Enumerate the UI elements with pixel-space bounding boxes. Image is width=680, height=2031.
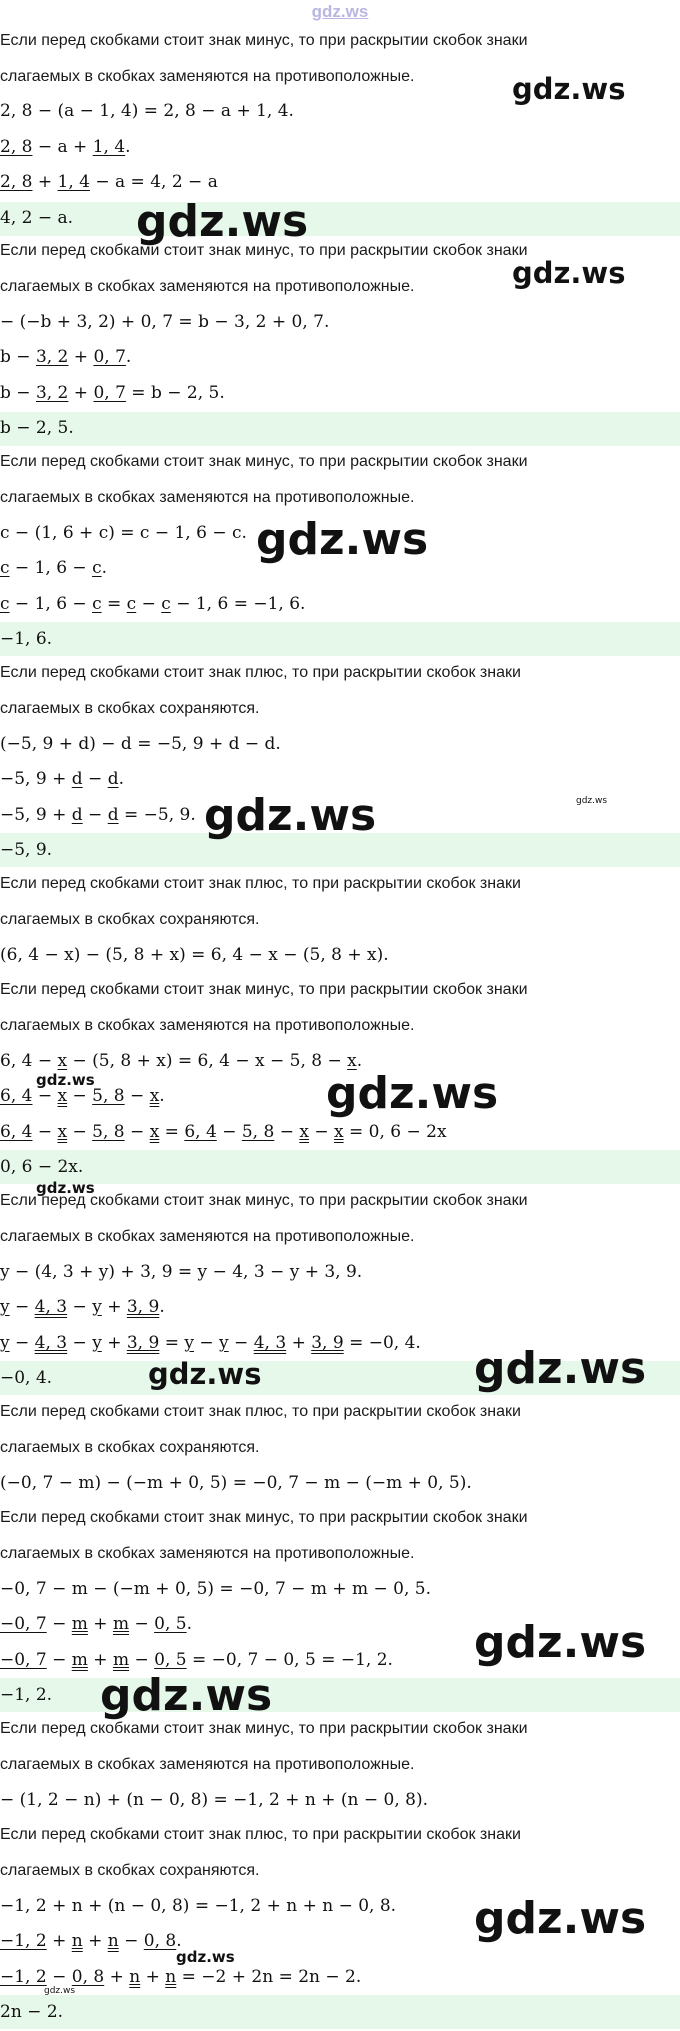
watermark: gdz.ws — [474, 1893, 647, 1944]
math-line — [0, 594, 680, 614]
math-text: + — [68, 383, 94, 403]
underlined-term: −0, 7 — [0, 1614, 47, 1634]
watermark: gdz.ws — [576, 796, 608, 806]
underlined-term: m — [112, 1614, 130, 1634]
math-text: y − (4, 3 + y) + 3, 9 = y − 4, 3 − y + 3, 9. — [0, 1262, 363, 1282]
math-text: . — [186, 1614, 192, 1634]
math-text: − — [67, 1086, 93, 1106]
answer-line — [0, 208, 680, 228]
math-text: − — [67, 1297, 93, 1317]
math-text: . — [125, 347, 132, 367]
underlined-term: 3, 9 — [126, 1297, 160, 1317]
rule-text: слагаемых в скобках заменяются на противоположные. — [0, 1017, 415, 1034]
watermark: gdz.ws — [176, 1948, 235, 1966]
rule-text: Если перед скобками стоит знак минус, то при раскрытии скобок знаки — [0, 1720, 528, 1737]
math-text: − — [136, 594, 162, 614]
math-text: −5, 9 + — [0, 805, 72, 825]
math-text: 2n − 2. — [0, 2002, 64, 2022]
rule-text: Если перед скобками стоит знак минус, то при раскрытии скобок знаки — [0, 453, 528, 470]
underlined-term: 0, 5 — [154, 1614, 187, 1634]
math-text: + — [32, 172, 58, 192]
rule-text: Если перед скобками стоит знак минус, то при раскрытии скобок знаки — [0, 32, 528, 49]
underlined-term: 2, 8 — [0, 172, 33, 192]
rule-text: Если перед скобками стоит знак минус, то при раскрытии скобок знаки — [0, 981, 528, 998]
underlined-term: 1, 4 — [57, 172, 90, 192]
rule-text: слагаемых в скобках заменяются на противоположные. — [0, 278, 415, 295]
underlined-term: 3, 9 — [126, 1333, 160, 1353]
math-text: + — [87, 1650, 113, 1670]
math-line — [0, 1473, 680, 1493]
underlined-term: y — [92, 1333, 102, 1353]
math-text: . — [356, 1051, 363, 1071]
math-text: − — [129, 1650, 155, 1670]
math-text: 4, 2 − a. — [0, 208, 74, 228]
math-text: (6, 4 − x) − (5, 8 + x) = 6, 4 − x − (5, 8 + x). — [0, 945, 389, 965]
math-text: = — [159, 1122, 185, 1142]
math-text: − — [46, 1967, 72, 1987]
underlined-term: 0, 8 — [143, 1931, 177, 1951]
math-text: − — [32, 1086, 58, 1106]
underlined-term: 4, 3 — [253, 1333, 287, 1353]
math-text: + — [140, 1967, 166, 1987]
underlined-term: n — [71, 1931, 83, 1951]
watermark: gdz.ws — [148, 1357, 262, 1391]
rule-text: Если перед скобками стоит знак минус, то при раскрытии скобок знаки — [0, 242, 528, 259]
rule-text: Если перед скобками стоит знак плюс, то при раскрытии скобок знаки — [0, 1403, 521, 1420]
watermark: gdz.ws — [100, 1670, 273, 1721]
rule-text: слагаемых в скобках заменяются на противоположные. — [0, 489, 415, 506]
math-text: = −0, 4. — [343, 1333, 421, 1353]
watermark: gdz.ws — [512, 256, 626, 290]
math-text: . — [176, 1931, 182, 1951]
math-line — [0, 1122, 680, 1142]
math-text: + — [82, 1931, 108, 1951]
math-line — [0, 945, 680, 965]
watermark: gdz.ws — [512, 72, 626, 106]
math-line — [0, 734, 680, 754]
math-text: = b − 2, 5. — [125, 383, 225, 403]
rule-text: слагаемых в скобках сохраняются. — [0, 700, 260, 717]
watermark: gdz.ws — [204, 790, 377, 841]
math-text: − — [82, 769, 108, 789]
math-text: b − 2, 5. — [0, 418, 74, 438]
underlined-term: −1, 2 — [0, 1931, 47, 1951]
math-text: − 1, 6 − — [9, 558, 93, 578]
math-text: + — [101, 1297, 127, 1317]
math-text: c − (1, 6 + c) = c − 1, 6 − c. — [0, 523, 247, 543]
math-text: + — [101, 1333, 127, 1353]
watermark: gdz.ws — [256, 514, 429, 565]
math-text: −0, 7 − m − (−m + 0, 5) = −0, 7 − m + m − 0, 5. — [0, 1579, 432, 1599]
underlined-term: n — [129, 1967, 141, 1987]
math-text: − a + — [32, 137, 93, 157]
math-line — [0, 1790, 680, 1810]
underlined-term: x — [57, 1086, 68, 1106]
underlined-term: −1, 2 — [0, 1967, 47, 1987]
underlined-term: y — [0, 1297, 10, 1317]
rule-text: слагаемых в скобках заменяются на противоположные. — [0, 1756, 415, 1773]
math-text: − — [46, 1614, 72, 1634]
math-text: 0, 6 − 2x. — [0, 1157, 84, 1177]
math-line — [0, 347, 680, 367]
math-line — [0, 769, 680, 789]
math-text: − — [67, 1122, 93, 1142]
underlined-term: c — [0, 558, 10, 578]
underlined-term: m — [71, 1614, 88, 1634]
math-text: = 0, 6 − 2x — [343, 1122, 447, 1142]
underlined-term: −0, 7 — [0, 1650, 47, 1670]
underlined-term: 6, 4 — [0, 1086, 33, 1106]
rule-text: слагаемых в скобках сохраняются. — [0, 1862, 260, 1879]
math-line — [0, 1579, 680, 1599]
math-text: − 1, 6 − — [9, 594, 93, 614]
math-text: −5, 9 + — [0, 769, 72, 789]
math-text: −1, 6. — [0, 629, 53, 649]
math-line — [0, 1967, 680, 1987]
math-text: − (1, 2 − n) + (n − 0, 8) = −1, 2 + n + (n − 0, 8). — [0, 1790, 429, 1810]
rule-text: слагаемых в скобках заменяются на противоположные. — [0, 1545, 415, 1562]
underlined-term: x — [347, 1051, 357, 1071]
math-text: . — [159, 1086, 165, 1106]
math-line — [0, 312, 680, 332]
underlined-term: x — [57, 1122, 68, 1142]
watermark: gdz.ws — [474, 1617, 647, 1668]
underlined-term: 0, 7 — [93, 347, 126, 367]
underlined-term: x — [149, 1122, 160, 1142]
underlined-term: 5, 8 — [92, 1086, 125, 1106]
math-text: − — [118, 1931, 144, 1951]
math-line — [0, 172, 680, 192]
underlined-term: 4, 3 — [34, 1297, 68, 1317]
math-text: − — [82, 805, 108, 825]
underlined-term: x — [149, 1086, 160, 1106]
math-text: b − — [0, 383, 36, 403]
underlined-term: d — [107, 805, 119, 825]
underlined-term: 0, 8 — [71, 1967, 105, 1987]
underlined-term: 4, 3 — [34, 1333, 68, 1353]
math-text: −1, 2 + n + (n − 0, 8) = −1, 2 + n + n − 0, 8. — [0, 1896, 397, 1916]
math-text: − — [9, 1297, 35, 1317]
underlined-term: 5, 8 — [92, 1122, 125, 1142]
underlined-term: 5, 8 — [241, 1122, 275, 1142]
underlined-term: m — [112, 1650, 130, 1670]
math-line — [0, 137, 680, 157]
watermark: gdz.ws — [44, 1986, 76, 1996]
underlined-term: n — [165, 1967, 177, 1987]
math-text: + — [286, 1333, 312, 1353]
watermark: gdz.ws — [136, 196, 309, 247]
math-text: + — [68, 347, 94, 367]
math-line — [0, 383, 680, 403]
underlined-term: y — [184, 1333, 194, 1353]
rule-text: Если перед скобками стоит знак минус, то при раскрытии скобок знаки — [0, 1509, 528, 1526]
math-text: − — [124, 1086, 150, 1106]
math-text: − — [9, 1333, 35, 1353]
underlined-term: c — [161, 594, 171, 614]
math-text: − — [32, 1122, 58, 1142]
math-text: −1, 2. — [0, 1685, 53, 1705]
answer-line — [0, 840, 680, 860]
math-text: (−0, 7 − m) − (−m + 0, 5) = −0, 7 − m − (−m + 0, 5). — [0, 1473, 472, 1493]
math-line — [0, 1262, 680, 1282]
math-text: + — [87, 1614, 113, 1634]
top-watermark: gdz.ws — [311, 2, 369, 21]
math-text: − (−b + 3, 2) + 0, 7 = b − 3, 2 + 0, 7. — [0, 312, 330, 332]
math-text: − 1, 6 = −1, 6. — [170, 594, 306, 614]
math-text: − — [46, 1650, 72, 1670]
watermark: gdz.ws — [326, 1068, 499, 1119]
answer-line — [0, 629, 680, 649]
rule-text: слагаемых в скобках заменяются на противоположные. — [0, 68, 415, 85]
underlined-term: y — [0, 1333, 10, 1353]
rule-text: Если перед скобками стоит знак плюс, то при раскрытии скобок знаки — [0, 875, 521, 892]
math-text: = — [159, 1333, 185, 1353]
math-text: . — [159, 1297, 165, 1317]
underlined-term: 6, 4 — [0, 1122, 33, 1142]
math-line — [0, 1297, 680, 1317]
math-text: b − — [0, 347, 36, 367]
rule-text: Если перед скобками стоит знак минус, то при раскрытии скобок знаки — [0, 1192, 528, 1209]
underlined-term: d — [107, 769, 119, 789]
underlined-term: d — [71, 769, 83, 789]
math-text: − — [216, 1122, 242, 1142]
math-text: = −0, 7 − 0, 5 = −1, 2. — [186, 1650, 393, 1670]
underlined-term: 2, 8 — [0, 137, 33, 157]
underlined-term: c — [126, 594, 137, 614]
math-text: − — [228, 1333, 254, 1353]
rule-text: слагаемых в скобках сохраняются. — [0, 911, 260, 928]
math-text: − — [308, 1122, 335, 1142]
underlined-term: y — [219, 1333, 229, 1353]
math-text: − — [124, 1122, 150, 1142]
underlined-term: m — [71, 1650, 88, 1670]
answer-line — [0, 1157, 680, 1177]
math-text: −5, 9. — [0, 840, 53, 860]
math-text: (−5, 9 + d) − d = −5, 9 + d − d. — [0, 734, 281, 754]
math-text: + — [104, 1967, 130, 1987]
math-text: − — [193, 1333, 220, 1353]
rule-text: слагаемых в скобках сохраняются. — [0, 1439, 260, 1456]
underlined-term: x — [57, 1051, 68, 1071]
math-text: − — [274, 1122, 300, 1142]
watermark: gdz.ws — [36, 1179, 95, 1197]
math-text: − (5, 8 + x) = 6, 4 − x − 5, 8 − — [67, 1051, 348, 1071]
math-text: + — [46, 1931, 72, 1951]
math-text: = — [101, 594, 127, 614]
math-text: = −5, 9. — [118, 805, 196, 825]
math-text: . — [101, 558, 108, 578]
math-text: . — [125, 137, 131, 157]
watermark: gdz.ws — [36, 1071, 95, 1089]
underlined-term: x — [299, 1122, 309, 1142]
rule-text: слагаемых в скобках заменяются на противоположные. — [0, 1228, 415, 1245]
underlined-term: c — [0, 594, 10, 614]
watermark: gdz.ws — [474, 1343, 647, 1394]
underlined-term: c — [92, 558, 102, 578]
underlined-term: 3, 9 — [311, 1333, 344, 1353]
underlined-term: 3, 2 — [35, 383, 69, 403]
math-text: . — [118, 769, 124, 789]
underlined-term: 6, 4 — [184, 1122, 217, 1142]
answer-line — [0, 418, 680, 438]
underlined-term: 3, 2 — [35, 347, 69, 367]
math-text: − a = 4, 2 − a — [89, 172, 218, 192]
math-text: −0, 4. — [0, 1368, 53, 1388]
underlined-term: c — [92, 594, 102, 614]
math-text: 2, 8 − (a − 1, 4) = 2, 8 − a + 1, 4. — [0, 101, 294, 121]
underlined-term: 0, 5 — [154, 1650, 187, 1670]
math-text: 6, 4 − — [0, 1051, 58, 1071]
answer-line — [0, 2002, 680, 2022]
math-text: − — [129, 1614, 155, 1634]
underlined-term: n — [107, 1931, 119, 1951]
underlined-term: x — [334, 1122, 344, 1142]
underlined-term: 0, 7 — [93, 383, 126, 403]
math-text: = −2 + 2n = 2n − 2. — [176, 1967, 362, 1987]
rule-text: Если перед скобками стоит знак плюс, то при раскрытии скобок знаки — [0, 664, 521, 681]
underlined-term: d — [71, 805, 83, 825]
underlined-term: y — [92, 1297, 102, 1317]
rule-text: Если перед скобками стоит знак плюс, то при раскрытии скобок знаки — [0, 1826, 521, 1843]
math-text: − — [67, 1333, 93, 1353]
underlined-term: 1, 4 — [92, 137, 126, 157]
